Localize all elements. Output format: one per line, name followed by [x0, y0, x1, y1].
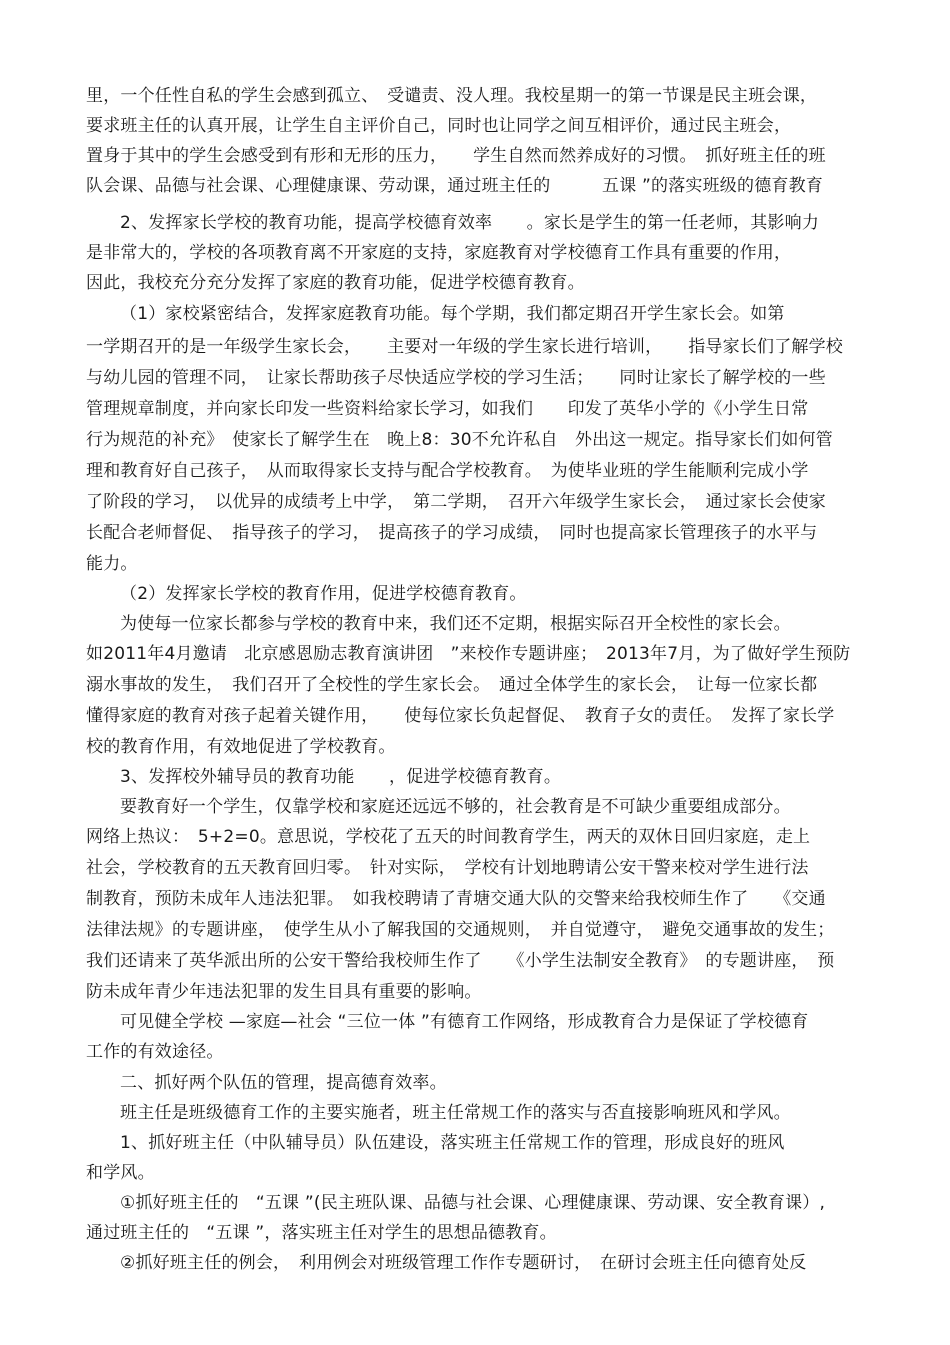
section-heading: 二、抓好两个队伍的管理，提高德育效率。: [120, 1073, 447, 1093]
text-line: 与幼儿园的管理不同， 让家长帮助孩子尽快适应学校的学习生活； 同时让家长了解学校的一些: [86, 368, 826, 388]
text-line: 懂得家庭的教育对孩子起着关键作用， 使每位家长负起督促、 教育子女的责任。 发挥了家长学: [86, 706, 835, 726]
text-line: 通过班主任的 “五课 ”，落实班主任对学生的思想品德教育。: [86, 1223, 557, 1243]
subsection-heading: 1、抓好班主任（中队辅导员）队伍建设，落实班主任常规工作的管理，形成良好的班风: [120, 1133, 785, 1153]
text-line: 为使每一位家长都参与学校的教育中来，我们还不定期，根据实际召开全校性的家长会。: [120, 614, 791, 634]
text-line: 长配合老师督促、 指导孩子的学习， 提高孩子的学习成绩， 同时也提高家长管理孩子的水平与: [86, 523, 818, 543]
text-line: 置身于其中的学生会感受到有形和无形的压力， 学生自然而然养成好的习惯。 抓好班主任的班: [86, 146, 826, 166]
section-heading: 3、发挥校外辅导员的教育功能 ，促进学校德育教育。: [120, 767, 562, 787]
text-line: 能力。: [86, 554, 138, 574]
text-line: 可见健全学校 —家庭—社会 “三位一体 ”有德育工作网络，形成教育合力是保证了学校德育: [120, 1012, 809, 1032]
text-line: 管理规章制度，并向家长印发一些资料给家长学习，如我们 印发了英华小学的《小学生日常: [86, 399, 809, 419]
text-line: 一学期召开的是一年级学生家长会， 主要对一年级的学生家长进行培训， 指导家长们了解学校: [86, 337, 843, 357]
text-line: 我们还请来了英华派出所的公安干警给我校师生作了 《小学生法制安全教育》 的专题讲座， 预: [86, 951, 835, 971]
text-line: ②抓好班主任的例会， 利用例会对班级管理工作作专题研讨， 在研讨会班主任向德育处反: [120, 1253, 807, 1273]
text-line: 制教育，预防未成年人违法犯罪。 如我校聘请了青塘交通大队的交警来给我校师生作了 《交通: [86, 889, 826, 909]
text-line: 如2011年4月邀请 北京感恩励志教育演讲团 ”来校作专题讲座； 2013年7月，为了做好学生预防: [86, 644, 851, 664]
text-line: 队会课、品德与社会课、心理健康课、劳动课，通过班主任的 五课 ”的落实班级的德育教育: [86, 176, 824, 196]
text-line: 网络上热议： 5+2=0。意思说，学校花了五天的时间教育学生，两天的双休日回归家庭，走上: [86, 827, 811, 847]
text-line: ①抓好班主任的 “五课 ”(民主班队课、品德与社会课、心理健康课、劳动课、安全教育课）,: [120, 1193, 826, 1213]
text-line: 行为规范的补充》 使家长了解学生在 晚上8：30不允许私自 外出这一规定。指导家长们如何管: [86, 430, 833, 450]
section-heading: 2、发挥家长学校的教育功能，提高学校德育效率 。家长是学生的第一任老师，其影响力: [120, 213, 820, 233]
text-line: 法律法规》的专题讲座， 使学生从小了解我国的交通规则， 并自觉遵守， 避免交通事故的发生；: [86, 920, 835, 940]
text-line: 防未成年青少年违法犯罪的发生目具有重要的影响。: [86, 982, 482, 1002]
text-line: 要求班主任的认真开展，让学生自主评价自己，同时也让同学之间互相评价，通过民主班会，: [86, 116, 792, 136]
text-line: 校的教育作用，有效地促进了学校教育。: [86, 737, 396, 757]
text-line: 社会，学校教育的五天教育回归零。 针对实际， 学校有计划地聘请公安干警来校对学生进行法: [86, 858, 809, 878]
text-line: 溺水事故的发生， 我们召开了全校性的学生家长会。 通过全体学生的家长会， 让每一位家长都: [86, 675, 818, 695]
text-line: 理和教育好自己孩子， 从而取得家长支持与配合学校教育。 为使毕业班的学生能顺利完成小学: [86, 461, 809, 481]
text-line: 班主任是班级德育工作的主要实施者，班主任常规工作的落实与否直接影响班风和学风。: [120, 1103, 791, 1123]
subsection-heading: （1）家校紧密结合，发挥家庭教育功能。每个学期，我们都定期召开学生家长会。如第: [120, 304, 785, 324]
text-line: 和学风。: [86, 1163, 155, 1183]
text-line: 是非常大的，学校的各项教育离不开家庭的支持，家庭教育对学校德育工作具有重要的作用，: [86, 243, 792, 263]
subsection-heading: （2）发挥家长学校的教育作用，促进学校德育教育。: [120, 584, 527, 604]
text-line: 工作的有效途径。: [86, 1042, 224, 1062]
text-line: 因此，我校充分充分发挥了家庭的教育功能，促进学校德育教育。: [86, 273, 585, 293]
text-line: 里，一个任性自私的学生会感到孤立、 受谴责、没人理。我校星期一的第一节课是民主班会课，: [86, 86, 818, 106]
text-line: 了阶段的学习， 以优异的成绩考上中学， 第二学期， 召开六年级学生家长会， 通过家长会使家: [86, 492, 826, 512]
text-line: 要教育好一个学生，仅靠学校和家庭还远远不够的，社会教育是不可缺少重要组成部分。: [120, 797, 791, 817]
